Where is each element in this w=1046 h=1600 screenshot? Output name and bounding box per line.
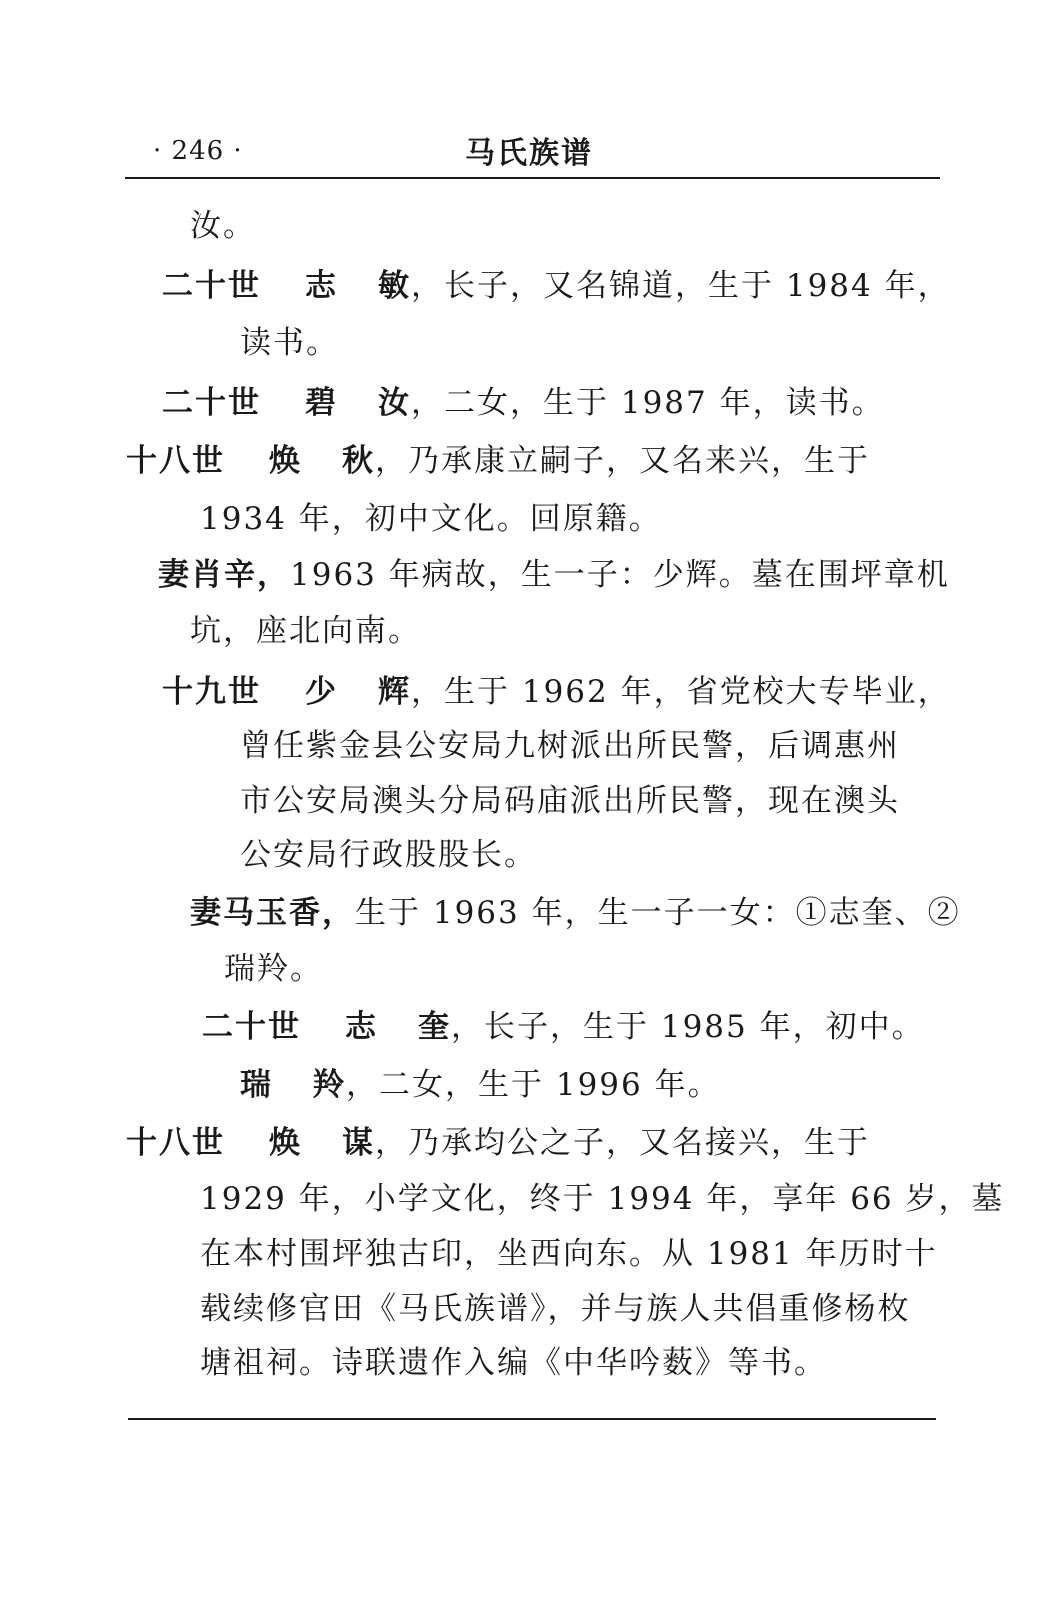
line-text: 载续修官田《马氏族谱》，并与族人共倡重修杨枚 [200, 1291, 911, 1327]
line-text: 瑞羚。 [224, 951, 323, 987]
generation-label: 二十世 [162, 268, 261, 304]
entry-text: ，二女，生于 1996 年。 [346, 1067, 721, 1103]
footer-rule [128, 1418, 936, 1420]
generation-label: 十八世 [126, 443, 225, 479]
entry-line [202, 1002, 925, 1052]
person-name-char: 汝 [378, 385, 411, 421]
running-title: 马氏族谱 [465, 136, 593, 171]
generation-label: 十八世 [126, 1125, 225, 1161]
generation-label: 二十世 [202, 1009, 301, 1045]
line-text: 1934 年，初中文化。回原籍。 [200, 501, 662, 537]
person-name-char: 碧 [305, 385, 338, 421]
line-text: 在本村围坪独古印，坐西向东。从 1981 年历时十 [200, 1236, 938, 1272]
line-text: 1929 年，小学文化，终于 1994 年，享年 66 岁，墓 [200, 1181, 1005, 1217]
entry-line [162, 261, 951, 311]
text-line [200, 1284, 911, 1334]
text-line [240, 721, 900, 771]
entry-text: ，长子，又名锦道，生于 1984 年， [411, 268, 951, 304]
line-text: 坑，座北向南。 [190, 613, 421, 649]
entry-line [162, 667, 951, 717]
line-text: 曾任紫金县公安局九树派出所民警，后调惠州 [240, 728, 900, 764]
person-name-char: 焕 [269, 1125, 302, 1161]
line-text: 塘祖祠。诗联遗作入编《中华吟薮》等书。 [200, 1345, 827, 1381]
entry-text: 1963 年病故，生一子：少辉。墓在围坪章机 [290, 557, 950, 593]
header-rule [125, 177, 940, 179]
wife-line [190, 888, 961, 938]
text-line [190, 201, 256, 251]
text-line [224, 944, 323, 994]
entry-text: 生于 1963 年，生一子一女：①志奎、② [355, 895, 961, 931]
person-name-char: 羚 [313, 1067, 346, 1103]
person-name-char: 少 [305, 674, 338, 710]
generation-label: 十九世 [162, 674, 261, 710]
entry-text: ，长子，生于 1985 年，初中。 [451, 1009, 925, 1045]
person-name-char: 焕 [269, 443, 302, 479]
text-line [200, 1338, 827, 1388]
person-name-char: 敏 [378, 268, 411, 304]
line-text: 市公安局澳头分局码庙派出所民警，现在澳头 [240, 783, 900, 819]
text-line [190, 606, 421, 656]
person-name-char: 谋 [342, 1125, 375, 1161]
text-line [240, 318, 339, 368]
person-name-char: 秋 [342, 443, 375, 479]
text-line [200, 1229, 938, 1279]
text-line [200, 494, 662, 544]
line-text: 读书。 [240, 325, 339, 361]
person-name-char: 志 [305, 268, 338, 304]
text-line [200, 1174, 1005, 1224]
entry-line [240, 1060, 721, 1110]
entry-line [126, 436, 870, 486]
text-line [240, 776, 900, 826]
entry-text: ，乃承均公之子，又名接兴，生于 [375, 1125, 870, 1161]
person-name-char: 辉 [378, 674, 411, 710]
person-name-char: 瑞 [240, 1067, 273, 1103]
person-name-char: 志 [345, 1009, 378, 1045]
line-text: 汝。 [190, 208, 256, 244]
wife-line [158, 550, 950, 600]
person-name-char: 奎 [418, 1009, 451, 1045]
entry-line [162, 378, 885, 428]
line-text: 公安局行政股股长。 [240, 837, 537, 873]
entry-text: ，生于 1962 年，省党校大专毕业， [411, 674, 951, 710]
generation-label: 二十世 [162, 385, 261, 421]
entry-line [126, 1118, 870, 1168]
page-header [125, 128, 940, 178]
text-line [240, 830, 537, 880]
page-number: · 246 · [153, 136, 243, 166]
wife-name: 妻马玉香， [190, 895, 355, 931]
entry-text: ，乃承康立嗣子，又名来兴，生于 [375, 443, 870, 479]
entry-text: ，二女，生于 1987 年，读书。 [411, 385, 885, 421]
wife-name: 妻肖辛， [158, 557, 290, 593]
